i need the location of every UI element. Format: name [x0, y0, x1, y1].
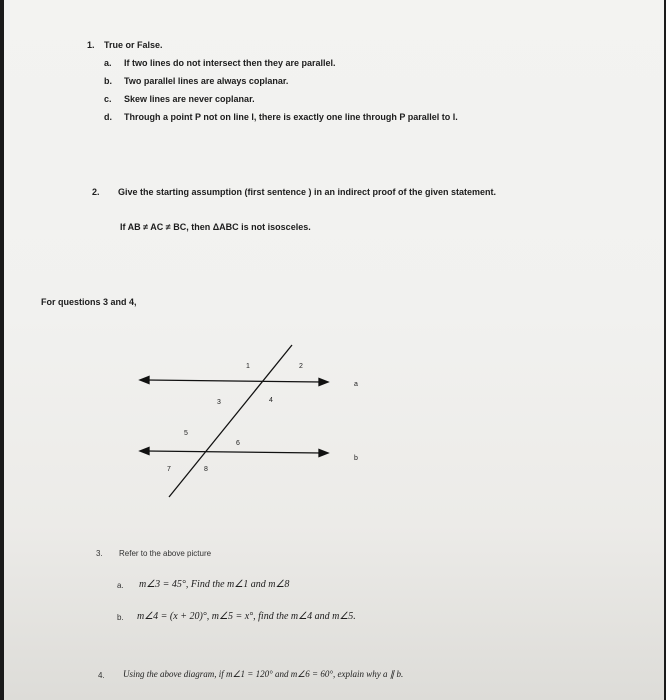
transversal-diagram: [4, 0, 664, 700]
q1-number: 1.: [87, 40, 95, 50]
line-b-right-arrow: [319, 450, 328, 457]
q1-item-a-text: If two lines do not intersect then they are parallel.: [124, 58, 336, 68]
q3-item-b-letter: b.: [117, 613, 124, 622]
q1-item-b-letter: b.: [104, 76, 112, 86]
q1-title: True or False.: [104, 40, 163, 50]
line-label-b: b: [354, 455, 358, 462]
q1-item-c-text: Skew lines are never coplanar.: [124, 94, 255, 104]
q3-text: Refer to the above picture: [119, 549, 212, 558]
line-a-left-arrow: [140, 377, 149, 384]
angle-label-4: 4: [269, 397, 273, 404]
q4-text: Using the above diagram, if m∠1 = 120° and m∠6 = 60°, explain why a ∥ b.: [123, 669, 404, 679]
line-a: [146, 380, 322, 382]
angle-label-3: 3: [217, 399, 221, 406]
angle-label-5: 5: [184, 430, 188, 437]
q4-number: 4.: [98, 671, 105, 680]
q3-item-b-text: m∠4 = (x + 20)°, m∠5 = x°, find the m∠4 and m∠5.: [137, 611, 356, 622]
angle-label-2: 2: [299, 363, 303, 370]
angle-label-7: 7: [167, 466, 171, 473]
line-label-a: a: [354, 381, 358, 388]
transversal-line: [169, 345, 292, 497]
q2-text: Give the starting assumption (first sentence ) in an indirect proof of the given statement.: [118, 187, 497, 197]
line-a-right-arrow: [319, 379, 328, 386]
q2-statement: If AB ≠ AC ≠ BC, then ΔABC is not isosceles.: [120, 222, 311, 232]
line-b-left-arrow: [140, 448, 149, 455]
line-b: [146, 451, 322, 453]
q1-item-b-text: Two parallel lines are always coplanar.: [124, 76, 289, 86]
worksheet-page: [4, 0, 664, 700]
q1-item-d-letter: d.: [104, 112, 112, 122]
angle-label-1: 1: [246, 363, 250, 370]
q3-number: 3.: [96, 549, 103, 558]
q3-item-a-text: m∠3 = 45°, Find the m∠1 and m∠8: [139, 579, 290, 590]
q3-item-a-letter: a.: [117, 581, 124, 590]
angle-label-6: 6: [236, 440, 240, 447]
q2-number: 2.: [92, 187, 100, 197]
q1-item-c-letter: c.: [104, 94, 112, 104]
q1-item-d-text: Through a point P not on line l, there is exactly one line through P parallel to l.: [124, 112, 458, 122]
q34-intro: For questions 3 and 4,: [41, 297, 137, 307]
angle-label-8: 8: [204, 466, 208, 473]
q1-item-a-letter: a.: [104, 58, 112, 68]
